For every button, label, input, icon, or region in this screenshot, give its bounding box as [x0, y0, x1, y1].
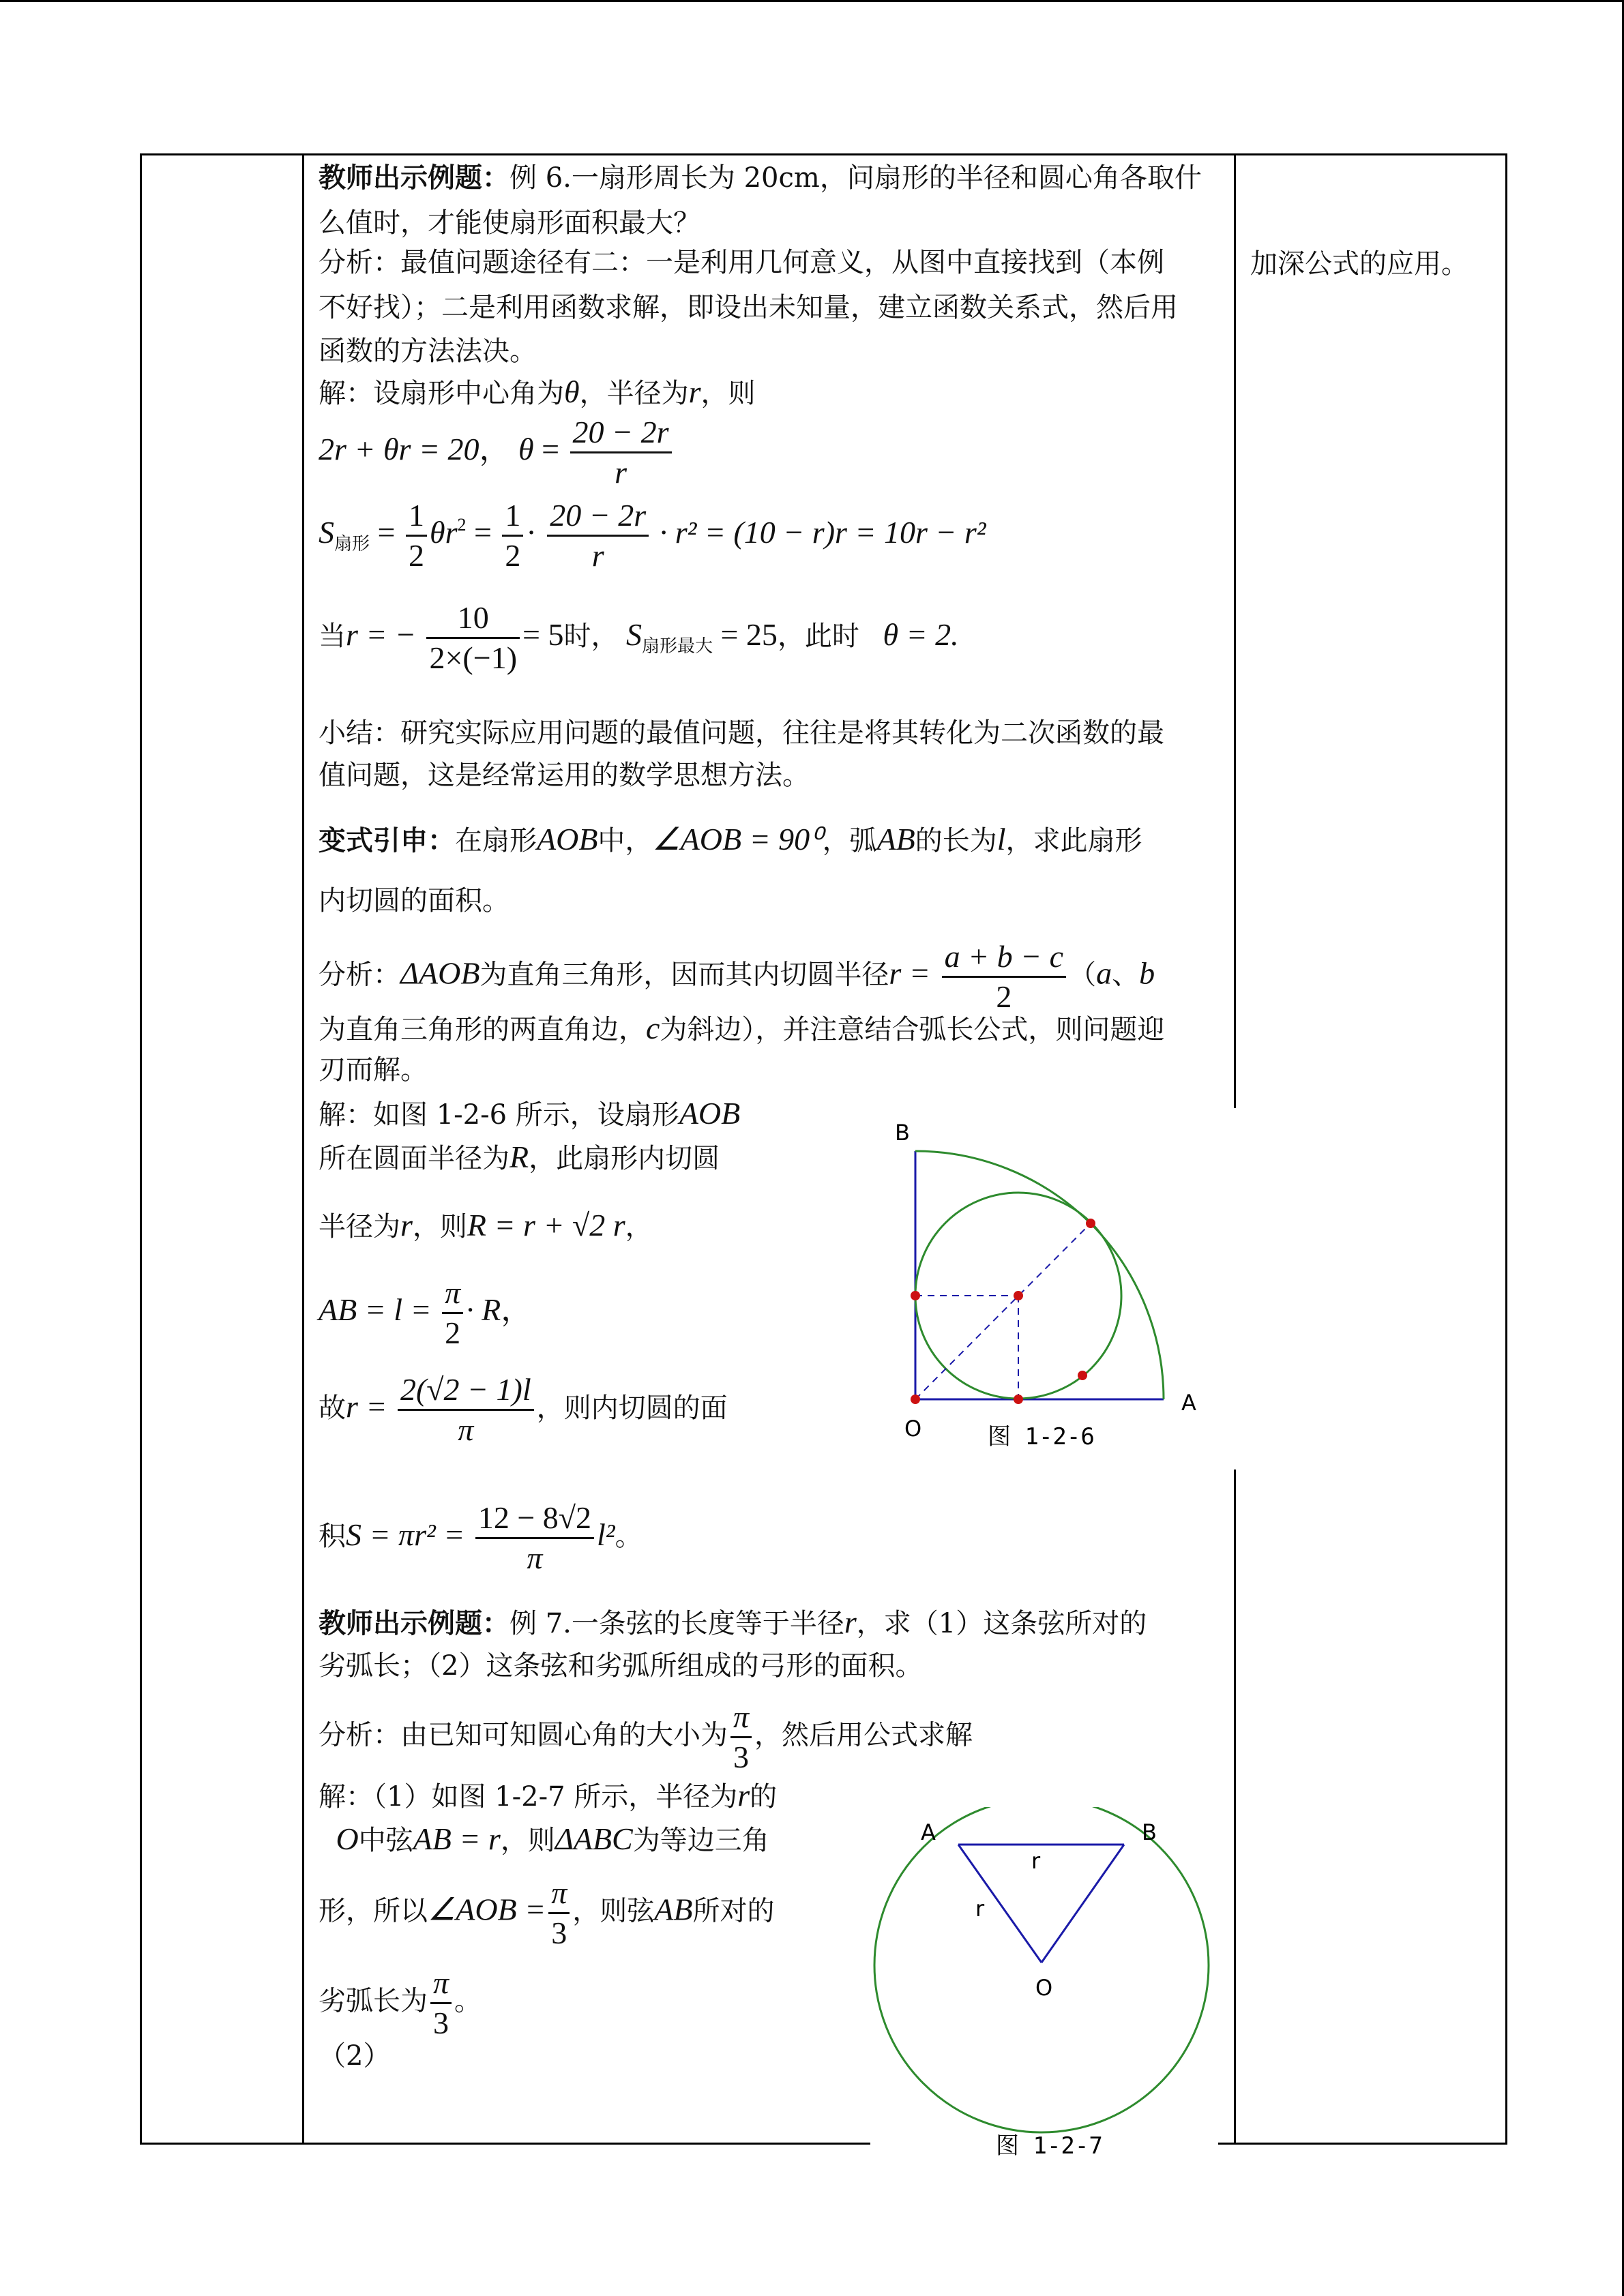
- numerator: 2(√2 − 1)l: [398, 1371, 534, 1411]
- numerator: 12 − 8√2: [475, 1499, 594, 1539]
- label-a: A: [921, 1819, 936, 1845]
- denominator: r: [615, 455, 627, 490]
- text-fragment: 中，: [597, 825, 653, 856]
- label-r-side: r: [975, 1896, 985, 1922]
- label-r-chord: r: [1031, 1848, 1041, 1874]
- text-fragment: 例 7.一条弦的长度等于半径: [510, 1608, 844, 1639]
- text-fragment: 半径为: [319, 1211, 400, 1242]
- fraction-pi-3: [730, 1698, 752, 1776]
- term: O: [336, 1821, 359, 1856]
- radius-equation: [319, 1371, 864, 1449]
- term: = 5: [522, 617, 564, 653]
- figure-1-2-7: [873, 1807, 1228, 2162]
- term: θr: [429, 515, 458, 550]
- example6-line2: 么值时，才能使扇形面积最大？: [319, 207, 700, 239]
- text-fragment: 所在圆面半径为: [319, 1143, 510, 1174]
- text-fragment: 时，: [563, 621, 619, 653]
- figure-1-2-6-caption: 图 1-2-6: [988, 1423, 1095, 1450]
- denominator: 2×(−1): [429, 640, 518, 675]
- example7-line2: 劣弧长；（2）这条弦和劣弧所组成的弓形的面积。: [319, 1650, 923, 1682]
- equation-area: $S_{扇形}$ = $\frac{1}{2}$ $\theta r^2$ = $\frac{1}{2}$ · $\frac{20 - 2r}{r}$ · r² = (10 − r)r = 10r − r²: [319, 496, 1222, 575]
- text-fragment: 在扇形: [455, 825, 537, 856]
- fraction-max: [426, 599, 520, 677]
- numerator: π: [730, 1698, 752, 1738]
- denominator: 3: [433, 2006, 449, 2040]
- variant-line1: [319, 817, 1222, 863]
- term: R: [510, 1139, 529, 1174]
- text-fragment: ，此扇形内切圆: [529, 1143, 720, 1174]
- fraction-half-2: [502, 496, 523, 575]
- fraction-pi-3-b: [548, 1874, 570, 1952]
- fraction-inradius: [398, 1371, 534, 1449]
- term: r = −: [346, 617, 416, 653]
- table-col-divider-2a: [1234, 153, 1236, 1108]
- text-fragment: （: [1069, 959, 1097, 991]
- example6-analysis2: 不好找）；二是利用函数求解，即设出未知量，建立函数关系式，然后用: [319, 292, 1178, 323]
- table-col-divider-1: [302, 153, 304, 2145]
- numerator: π: [430, 1964, 452, 2004]
- fraction-pi-3-c: [430, 1964, 452, 2042]
- term: θ = 2.: [883, 617, 959, 653]
- text-fragment: ，求此扇形: [1005, 825, 1142, 856]
- text-fragment: ，则弦: [572, 1895, 655, 1927]
- summary-line2: 值问题，这是经常运用的数学思想方法。: [319, 760, 810, 791]
- term: R = r + √2 r: [467, 1208, 625, 1242]
- table-right-border: [1505, 153, 1507, 2145]
- numerator: π: [442, 1274, 463, 1314]
- label-a: A: [1181, 1390, 1196, 1416]
- text-fragment: 的: [750, 1781, 778, 1813]
- point-tangent-left: [911, 1291, 920, 1300]
- variant-solution2: [319, 1135, 864, 1181]
- text-fragment: ，则: [412, 1211, 467, 1242]
- term: l: [996, 822, 1006, 856]
- equation-perimeter: 2r + θr = 20， θ = $\frac{20 - 2r}{r}$: [319, 413, 1222, 492]
- table-left-border: [140, 153, 142, 2145]
- denominator: r: [591, 538, 604, 573]
- fraction-theta: [570, 413, 672, 492]
- point-extra: [1078, 1371, 1087, 1380]
- text-fragment: 积: [319, 1521, 346, 1553]
- example7-label: 教师出示例题：: [319, 1608, 510, 1639]
- term: r =: [889, 955, 930, 991]
- side-note: 加深公式的应用。: [1250, 248, 1468, 280]
- label-o: O: [904, 1416, 922, 1442]
- fraction-theta-2: [547, 496, 649, 575]
- text-fragment: ，则: [500, 1825, 555, 1856]
- equation-lhs: 2r + θr = 20: [319, 432, 479, 467]
- text-fragment: ，弧: [822, 825, 877, 856]
- denominator: π: [458, 1412, 474, 1447]
- term: r =: [346, 1389, 387, 1425]
- term: ∠AOB = 90⁰: [652, 822, 823, 856]
- text-fragment: 为直角三角形，因而其内切圆半径: [479, 959, 889, 991]
- denominator: 2: [445, 1315, 461, 1350]
- text-fragment: 。: [615, 1521, 643, 1553]
- summary-line1: 小结：研究实际应用问题的最值问题，往往是将其转化为二次函数的最: [319, 717, 1164, 749]
- text-fragment: 解：如图 1-2-6 所示，设扇形: [319, 1099, 679, 1131]
- area-result-equation: [319, 1499, 864, 1577]
- area-symbol: S: [319, 515, 334, 550]
- text-fragment: 故: [319, 1392, 346, 1425]
- page-top-border: [0, 0, 1624, 2]
- figure-1-2-6: [880, 1105, 1235, 1459]
- term: ΔAOB: [400, 955, 480, 991]
- denominator: 3: [733, 1740, 750, 1774]
- numerator: 1: [406, 496, 427, 537]
- theta-symbol: θ: [564, 374, 580, 409]
- point-center: [1014, 1291, 1023, 1300]
- label-b: B: [895, 1120, 910, 1146]
- example7-solution4: [319, 1964, 864, 2042]
- point-origin: [911, 1395, 920, 1404]
- variant-analysis2: [319, 1006, 1222, 1052]
- text-fragment: ，则内切圆的面: [536, 1392, 728, 1425]
- point-tangent-arc: [1086, 1219, 1095, 1228]
- example6-solution-intro: [319, 370, 1222, 416]
- radius-oa: [958, 1845, 1042, 1963]
- text-fragment: ，然后用公式求解: [754, 1719, 973, 1751]
- term: AOB: [679, 1096, 741, 1131]
- arc-length-equation: AB = l = $\frac{\pi}{2}$ · R，: [319, 1274, 864, 1352]
- denominator: 2: [505, 538, 521, 573]
- example7-solution3: [319, 1874, 864, 1952]
- text-fragment: 为等边三角: [632, 1825, 769, 1856]
- term: AB: [654, 1892, 693, 1927]
- text-fragment: 劣弧长为: [319, 1985, 428, 2017]
- text-fragment: 分析：由已知可知圆心角的大小为: [319, 1719, 728, 1751]
- equation-tail: · r² = (10 − r)r = 10r − r²: [659, 515, 986, 550]
- equation-maximum: [319, 599, 1222, 677]
- term: AB = r: [413, 1821, 501, 1856]
- text-fragment: 解：（1）如图 1-2-7 所示，半径为: [319, 1781, 738, 1813]
- text-fragment: 当: [319, 621, 346, 653]
- numerator: a + b − c: [942, 938, 1067, 978]
- term: a: [1096, 955, 1112, 991]
- denominator: 3: [551, 1915, 567, 1950]
- numerator: π: [548, 1874, 570, 1914]
- separator: ，: [479, 432, 511, 467]
- text-fragment: 中弦: [358, 1825, 413, 1856]
- text-fragment: 所对的: [692, 1895, 775, 1927]
- text-fragment: ，此时: [777, 621, 859, 653]
- figure-1-2-7-caption: 图 1-2-7: [996, 2132, 1103, 2160]
- variant-solution3: [319, 1203, 864, 1249]
- area-subscript: 扇形: [334, 534, 370, 554]
- variant-analysis3: 刃而解。: [319, 1054, 428, 1086]
- text-fragment: 为斜边），并注意结合弧长公式，则问题迎: [660, 1014, 1165, 1045]
- numerator: 20 − 2r: [547, 496, 649, 537]
- text-fragment: 、: [1112, 959, 1140, 991]
- table-col-divider-2b: [1234, 1470, 1236, 2145]
- theta-symbol: θ: [518, 432, 534, 467]
- area-subscript: 扇形最大: [641, 636, 713, 657]
- term: b: [1139, 955, 1155, 991]
- text-fragment: ，求（1）这条弦所对的: [856, 1608, 1147, 1639]
- variant-label: 变式引申：: [319, 825, 455, 856]
- fraction-radius: [942, 938, 1067, 1016]
- example6-header: [319, 155, 1222, 200]
- variant-solution1: [319, 1091, 864, 1137]
- fraction-area: [475, 1499, 594, 1577]
- table-bottom-border-right: [1218, 2143, 1507, 2145]
- term: = 25: [720, 617, 778, 653]
- term: r: [400, 1208, 413, 1242]
- text-fragment: 解：设扇形中心角为: [319, 378, 564, 409]
- term: AB: [876, 822, 915, 856]
- term: c: [646, 1011, 660, 1045]
- diagonal-dashed: [915, 1223, 1091, 1399]
- term: l²: [597, 1517, 615, 1553]
- radius-ob: [1042, 1845, 1124, 1963]
- example7-analysis: [319, 1698, 1222, 1776]
- term: ΔABC: [555, 1821, 633, 1856]
- example7-part2: （2）: [319, 2040, 391, 2072]
- denominator: 2: [996, 979, 1012, 1014]
- term: r: [844, 1605, 857, 1639]
- text-fragment: ，则: [700, 378, 756, 409]
- term: S = πr² =: [346, 1517, 465, 1553]
- example6-label: 教师出示例题：: [319, 162, 510, 194]
- text-fragment: 分析：: [319, 959, 400, 991]
- label-o: O: [1035, 1975, 1053, 2001]
- numerator: 10: [426, 599, 520, 639]
- text-fragment: 的长为: [915, 825, 997, 856]
- variant-analysis1: [319, 938, 1222, 1016]
- text-fragment: 。: [454, 1985, 482, 2017]
- numerator: 1: [502, 496, 523, 537]
- fraction-pi-2: [442, 1274, 463, 1352]
- fraction-half: [406, 496, 427, 575]
- area-symbol: S: [625, 617, 642, 653]
- text-fragment: 形，所以: [319, 1895, 428, 1927]
- term: · R: [466, 1292, 501, 1328]
- point-tangent-bottom: [1014, 1395, 1023, 1404]
- numerator: 20 − 2r: [570, 413, 672, 453]
- term: AOB: [537, 822, 598, 856]
- term: AB = l =: [319, 1292, 432, 1328]
- r-symbol: r: [688, 374, 701, 409]
- text-fragment: ，半径为: [579, 378, 689, 409]
- term: r: [737, 1778, 750, 1813]
- example6-line1: 例 6.一扇形周长为 20cm，问扇形的半径和圆心角各取什: [510, 162, 1202, 194]
- example6-analysis3: 函数的方法法决。: [319, 336, 537, 367]
- example7-solution1: [319, 1773, 864, 1819]
- label-b: B: [1142, 1819, 1157, 1845]
- example6-analysis1: 分析：最值问题途径有二：一是利用几何意义，从图中直接找到（本例: [319, 247, 1164, 278]
- variant-line2: 内切圆的面积。: [319, 885, 510, 916]
- denominator: π: [527, 1540, 543, 1575]
- denominator: 2: [408, 538, 424, 573]
- circle-o: [874, 1807, 1209, 2132]
- term: ∠AOB =: [428, 1892, 546, 1927]
- example7-solution2: [319, 1817, 864, 1863]
- text-fragment: ，: [625, 1211, 653, 1242]
- example7-line1: [319, 1600, 1222, 1646]
- text-fragment: 为直角三角形的两直角边，: [319, 1014, 646, 1045]
- table-bottom-border: [140, 2143, 870, 2145]
